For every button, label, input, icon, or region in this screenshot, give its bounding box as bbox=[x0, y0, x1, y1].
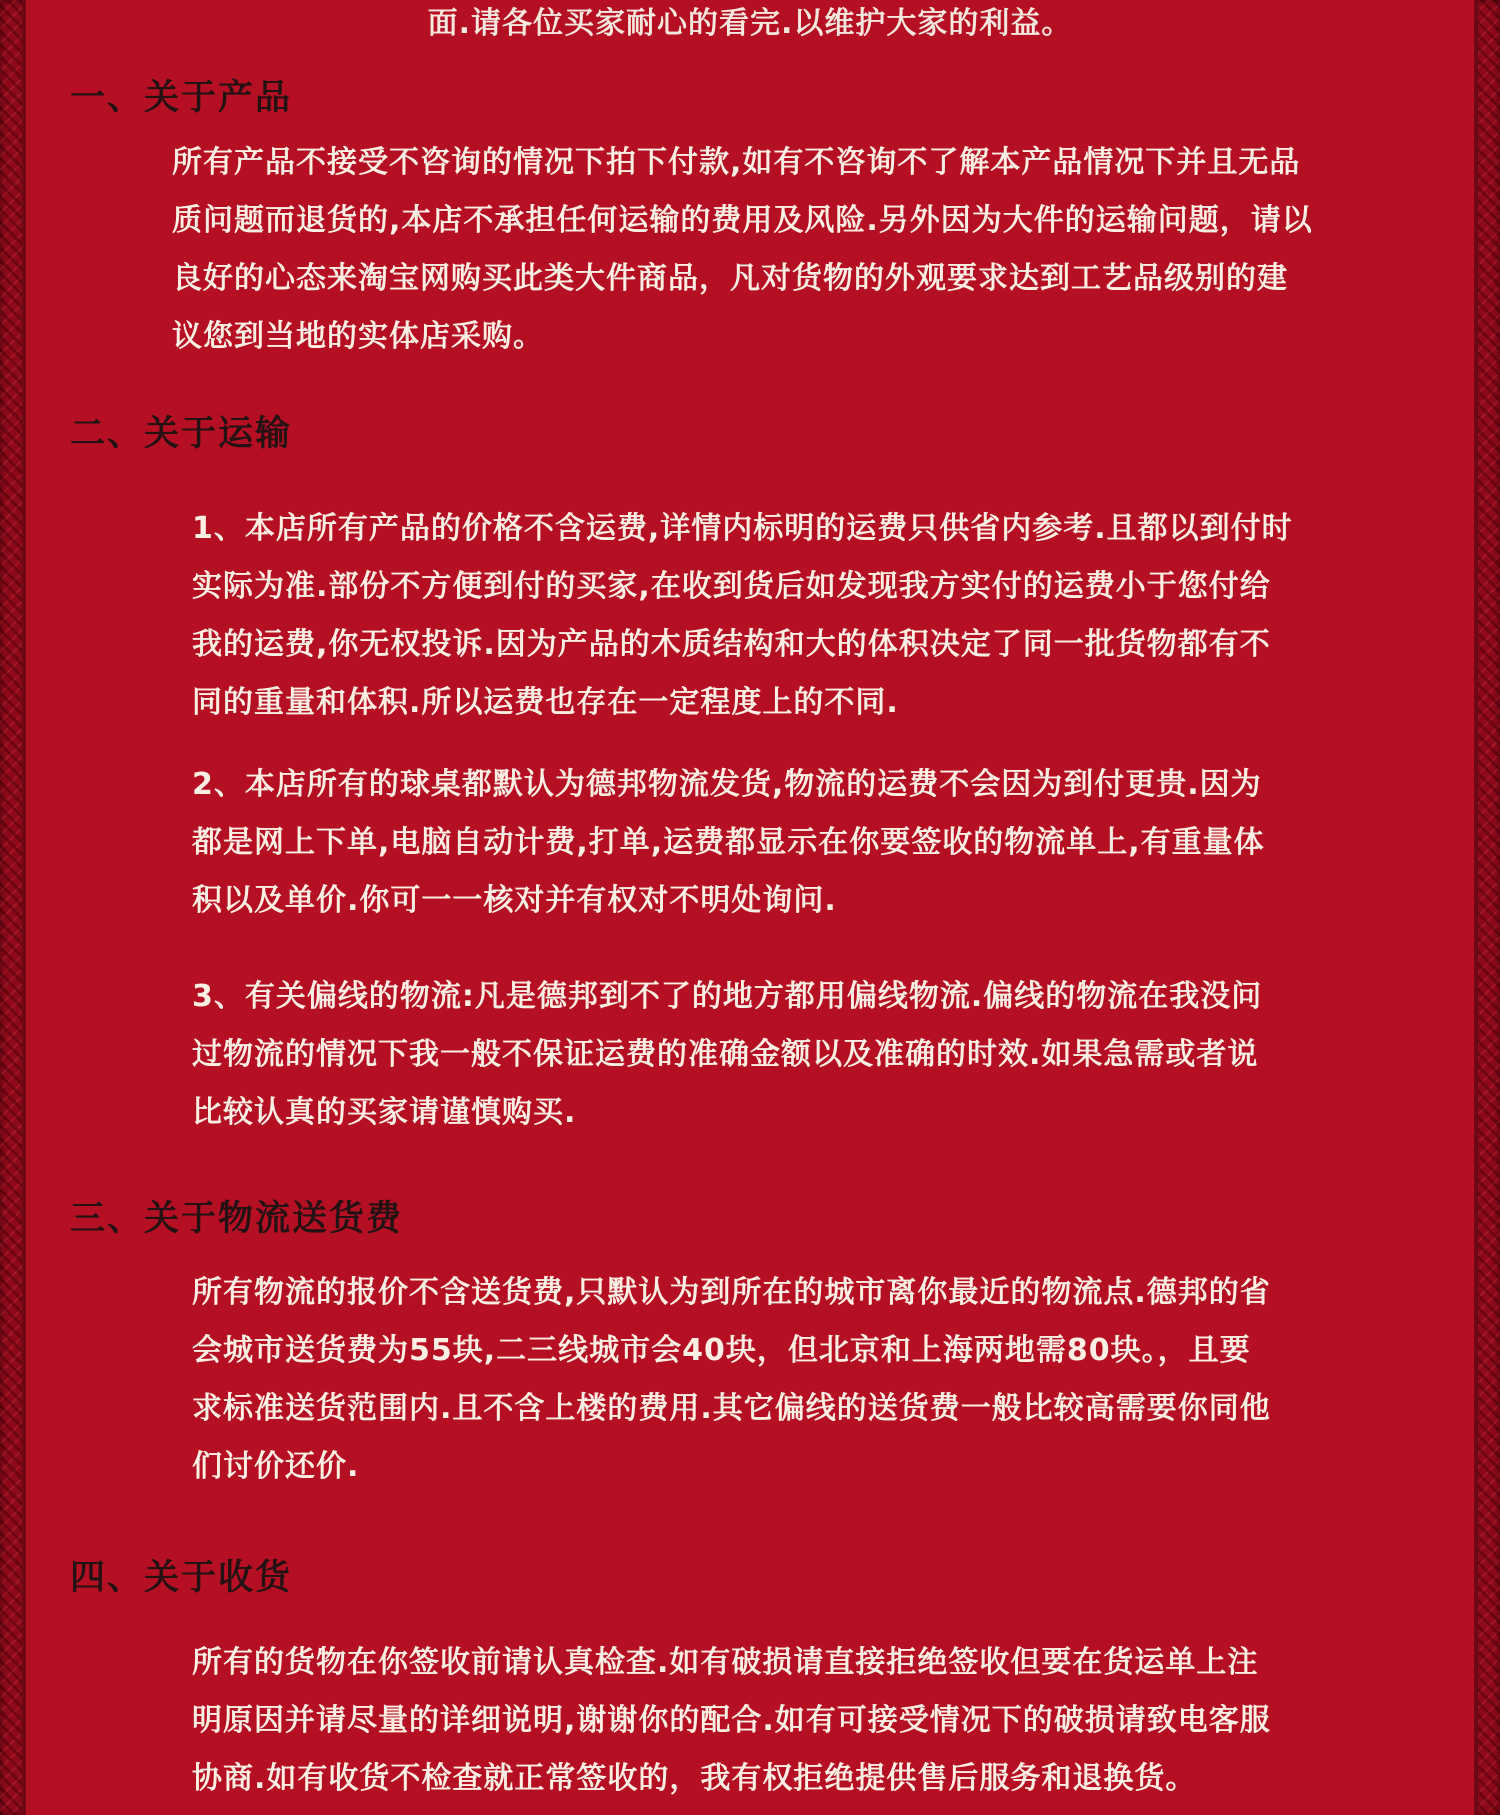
section-heading-delivery-fee: 三、关于物流送货费 bbox=[70, 1199, 404, 1239]
paragraph-line: 2、本店所有的球桌都默认为德邦物流发货,物流的运费不会因为到付更贵.因为 bbox=[192, 767, 1262, 802]
paragraph-line: 质问题而退货的,本店不承担任何运输的费用及风险.另外因为大件的运输问题，请以 bbox=[172, 203, 1313, 238]
paragraph-line: 过物流的情况下我一般不保证运费的准确金额以及准确的时效.如果急需或者说 bbox=[192, 1037, 1259, 1072]
section-delivery-fee-paragraph bbox=[192, 1264, 1271, 1496]
paragraph-line: 议您到当地的实体店采购。 bbox=[172, 319, 544, 354]
paragraph-line: 3、有关偏线的物流:凡是德邦到不了的地方都用偏线物流.偏线的物流在我没问 bbox=[192, 979, 1263, 1014]
paragraph-line: 我的运费,你无权投诉.因为产品的木质结构和大的体积决定了同一批货物都有不 bbox=[192, 627, 1271, 662]
section-heading-product: 一、关于产品 bbox=[70, 78, 293, 118]
paragraph-line: 实际为准.部份不方便到付的买家,在收到货后如发现我方实付的运费小于您付给 bbox=[192, 569, 1271, 604]
section-heading-shipping: 二、关于运输 bbox=[70, 414, 293, 454]
section-shipping-paragraph-2 bbox=[192, 756, 1265, 930]
paragraph-line: 1、本店所有产品的价格不含运费,详情内标明的运费只供省内参考.且都以到付时 bbox=[192, 511, 1293, 546]
paragraph-line: 明原因并请尽量的详细说明,谢谢你的配合.如有可接受情况下的破损请致电客服 bbox=[192, 1703, 1271, 1738]
right-ornamental-border bbox=[1474, 0, 1500, 1815]
paragraph-line: 们讨价还价. bbox=[192, 1449, 360, 1484]
paragraph-line: 积以及单价.你可一一核对并有权对不明处询问. bbox=[192, 883, 837, 918]
section-shipping-paragraph-3 bbox=[192, 968, 1262, 1142]
paragraph-line: 良好的心态来淘宝网购买此类大件商品，凡对货物的外观要求达到工艺品级别的建 bbox=[172, 261, 1288, 296]
intro-line: 面.请各位买家耐心的看完.以维护大家的利益。 bbox=[427, 6, 1073, 41]
paragraph-line: 同的重量和体积.所以运费也存在一定程度上的不同. bbox=[192, 685, 899, 720]
paragraph-line: 所有物流的报价不含送货费,只默认为到所在的城市离你最近的物流点.德邦的省 bbox=[192, 1275, 1271, 1310]
paragraph-line: 比较认真的买家请谨慎购买. bbox=[192, 1095, 577, 1130]
section-heading-receiving: 四、关于收货 bbox=[70, 1558, 293, 1598]
section-shipping-paragraph-1 bbox=[192, 500, 1293, 732]
paragraph-line: 会城市送货费为55块,二三线城市会40块，但北京和上海两地需80块。，且要 bbox=[192, 1333, 1251, 1368]
paragraph-line: 所有的货物在你签收前请认真检查.如有破损请直接拒绝签收但要在货运单上注 bbox=[192, 1645, 1259, 1680]
paragraph-line: 所有产品不接受不咨询的情况下拍下付款,如有不咨询不了解本产品情况下并且无品 bbox=[172, 145, 1301, 180]
section-receiving-paragraph bbox=[192, 1634, 1271, 1808]
paragraph-line: 都是网上下单,电脑自动计费,打单,运费都显示在你要签收的物流单上,有重量体 bbox=[192, 825, 1265, 860]
paragraph-line: 协商.如有收货不检查就正常签收的，我有权拒绝提供售后服务和退换货。 bbox=[192, 1761, 1197, 1796]
paragraph-line: 求标准送货范围内.且不含上楼的费用.其它偏线的送货费一般比较高需要你同他 bbox=[192, 1391, 1271, 1426]
section-product-paragraph bbox=[172, 134, 1313, 366]
left-ornamental-border bbox=[0, 0, 26, 1815]
